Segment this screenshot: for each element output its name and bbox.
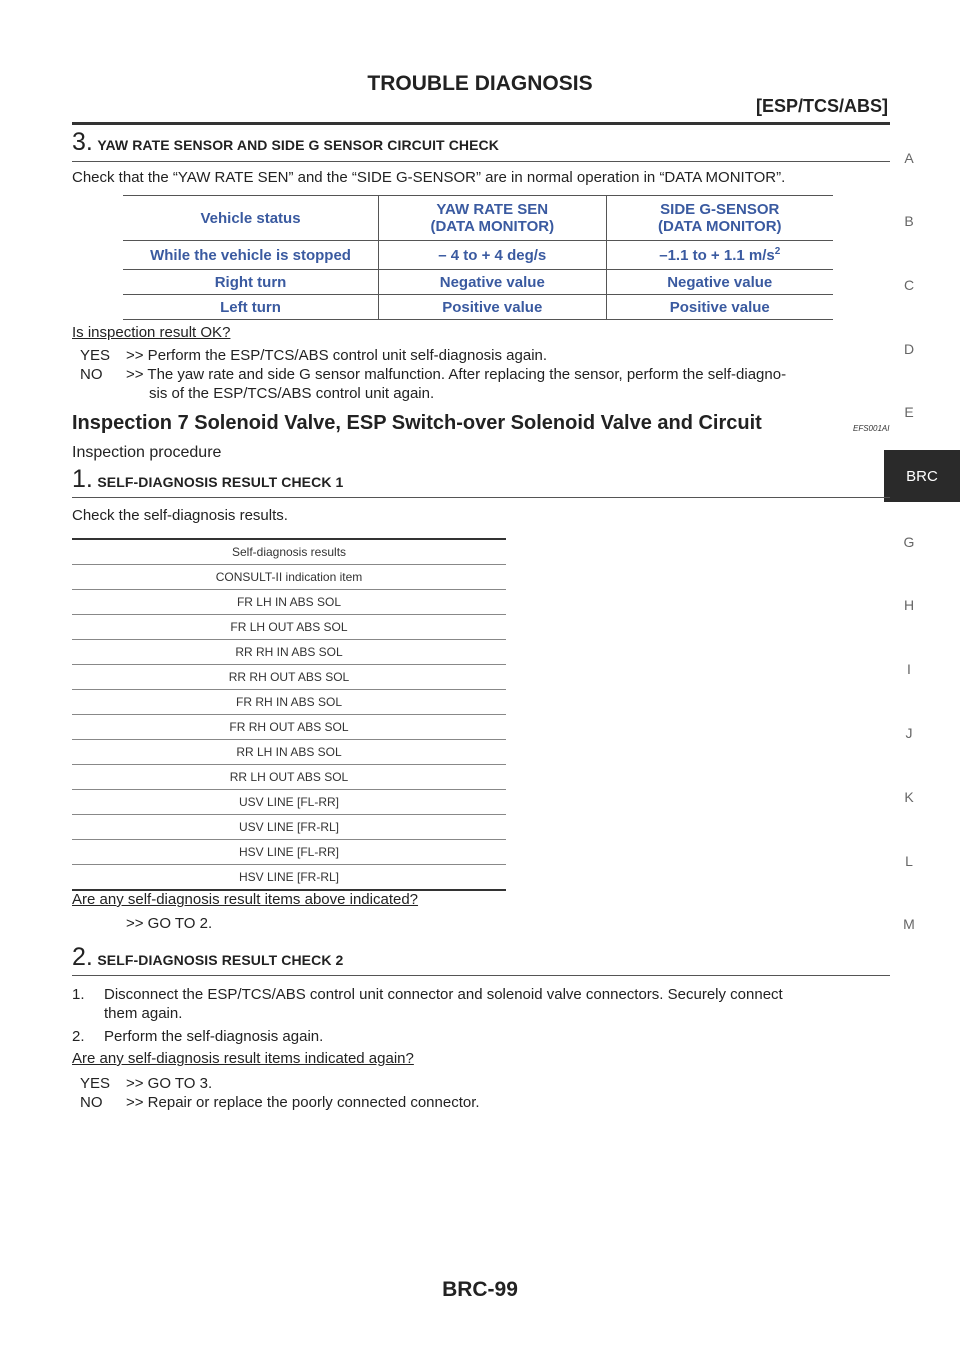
- table-row: [123, 270, 833, 295]
- table-cell: FR LH OUT ABS SOL: [72, 615, 506, 640]
- table-row: [72, 740, 506, 765]
- table-header-side-g: SIDE G-SENSOR (DATA MONITOR): [606, 196, 833, 241]
- inspection-procedure-label: Inspection procedure: [72, 444, 222, 461]
- step3-no-text-2: sis of the ESP/TCS/ABS control unit again.: [149, 385, 435, 402]
- step1-goto: >> GO TO 2.: [126, 915, 213, 932]
- step3-yes-label: YES: [80, 347, 111, 364]
- step2-item1-line2: them again.: [104, 1005, 183, 1022]
- step2-item1-number: 1.: [72, 986, 85, 1003]
- table-row: [72, 690, 506, 715]
- step1-question: Are any self-diagnosis result items above indicated?: [72, 891, 419, 908]
- step2-yes-label: YES: [80, 1075, 111, 1092]
- step3-no-text-1: >> The yaw rate and side G sensor malfunction. After replacing the sensor, perform the self-diagno-: [126, 366, 787, 383]
- table-cell: Negative value: [379, 270, 606, 295]
- step2-title: SELF-DIAGNOSIS RESULT CHECK 2: [97, 952, 344, 968]
- step3-number: 3.: [72, 128, 93, 156]
- table-row: [123, 241, 833, 270]
- step3-no-label: NO: [80, 366, 103, 383]
- table-cell: USV LINE [FR-RL]: [72, 815, 506, 840]
- sidebar-item-d[interactable]: D: [903, 341, 915, 357]
- step2-number: 2.: [72, 943, 93, 971]
- step3-divider: [72, 161, 890, 162]
- table-header-yaw-rate: YAW RATE SEN (DATA MONITOR): [379, 196, 606, 241]
- header-divider: [72, 122, 890, 125]
- step1-number: 1.: [72, 465, 93, 493]
- table-cell: While the vehicle is stopped: [123, 241, 379, 270]
- step3-question: Is inspection result OK?: [72, 324, 231, 341]
- step3-heading: [72, 128, 499, 157]
- table-cell: FR RH IN ABS SOL: [72, 690, 506, 715]
- step1-instruction: Check the self-diagnosis results.: [72, 507, 288, 524]
- table-row: [123, 295, 833, 320]
- page-subtitle: [ESP/TCS/ABS]: [755, 96, 888, 116]
- table-row: [72, 840, 506, 865]
- step1-heading: [72, 465, 343, 494]
- table-cell: – 4 to + 4 deg/s: [379, 241, 606, 270]
- table-cell: Self-diagnosis results: [72, 539, 506, 565]
- step3-instruction: Check that the “YAW RATE SEN” and the “SIDE G-SENSOR” are in normal operation in “DATA MONITOR”.: [72, 169, 786, 186]
- table-cell: Right turn: [123, 270, 379, 295]
- sidebar-item-brc-active[interactable]: BRC: [884, 450, 960, 502]
- step1-divider: [72, 497, 890, 498]
- step3-title: YAW RATE SENSOR AND SIDE G SENSOR CIRCUIT CHECK: [97, 137, 499, 153]
- step2-question: Are any self-diagnosis result items indicated again?: [72, 1050, 414, 1067]
- step1-title: SELF-DIAGNOSIS RESULT CHECK 1: [97, 474, 344, 490]
- table-row: [72, 590, 506, 615]
- yaw-sensor-table: [123, 195, 833, 320]
- step2-item2-number: 2.: [72, 1028, 85, 1045]
- page-number: BRC-99: [442, 1278, 518, 1301]
- step3-yes-text: >> Perform the ESP/TCS/ABS control unit self-diagnosis again.: [126, 347, 548, 364]
- table-cell: FR RH OUT ABS SOL: [72, 715, 506, 740]
- table-row: [72, 815, 506, 840]
- table-row: [72, 865, 506, 891]
- step2-no-label: NO: [80, 1094, 103, 1111]
- table-cell: Negative value: [606, 270, 833, 295]
- table-header-row: [72, 565, 506, 590]
- table-header-row: [72, 539, 506, 565]
- sidebar-item-l[interactable]: L: [905, 853, 913, 869]
- sidebar-item-a[interactable]: A: [904, 150, 914, 166]
- table-row: [72, 715, 506, 740]
- sidebar-item-i[interactable]: I: [907, 661, 911, 677]
- step2-yes-text: >> GO TO 3.: [126, 1075, 213, 1092]
- table-row: [72, 640, 506, 665]
- table-cell: Positive value: [606, 295, 833, 320]
- self-diagnosis-table: [72, 538, 506, 891]
- table-cell: RR RH IN ABS SOL: [72, 640, 506, 665]
- sidebar-item-k[interactable]: K: [904, 789, 914, 805]
- sidebar-item-m[interactable]: M: [903, 916, 915, 932]
- table-row: [72, 615, 506, 640]
- table-cell: HSV LINE [FL-RR]: [72, 840, 506, 865]
- step2-no-text: >> Repair or replace the poorly connected connector.: [126, 1094, 480, 1111]
- section-code: EFS001AI: [853, 424, 890, 433]
- table-cell: Left turn: [123, 295, 379, 320]
- table-header-vehicle-status: Vehicle status: [123, 196, 379, 241]
- sidebar-item-j[interactable]: J: [905, 725, 913, 741]
- table-cell: RR RH OUT ABS SOL: [72, 665, 506, 690]
- table-cell: RR LH OUT ABS SOL: [72, 765, 506, 790]
- table-row: [72, 765, 506, 790]
- sidebar-item-c[interactable]: C: [903, 277, 915, 293]
- sidebar-item-g[interactable]: G: [903, 534, 915, 550]
- table-cell: RR LH IN ABS SOL: [72, 740, 506, 765]
- table-cell: HSV LINE [FR-RL]: [72, 865, 506, 891]
- step2-heading: [72, 943, 343, 972]
- page-title: TROUBLE DIAGNOSIS: [367, 72, 593, 95]
- step2-divider: [72, 975, 890, 976]
- sidebar-item-b[interactable]: B: [904, 213, 914, 229]
- section-heading: Inspection 7 Solenoid Valve, ESP Switch-over Solenoid Valve and Circuit: [72, 412, 762, 434]
- table-cell: Positive value: [379, 295, 606, 320]
- sidebar-item-h[interactable]: H: [903, 597, 915, 613]
- table-cell: CONSULT-II indication item: [72, 565, 506, 590]
- table-row: [72, 665, 506, 690]
- table-cell: USV LINE [FL-RR]: [72, 790, 506, 815]
- step2-item1-line1: Disconnect the ESP/TCS/ABS control unit connector and solenoid valve connectors. Securely connect: [104, 986, 783, 1003]
- table-row: [72, 790, 506, 815]
- table-cell: FR LH IN ABS SOL: [72, 590, 506, 615]
- sidebar-item-e[interactable]: E: [904, 404, 914, 420]
- step2-item2: Perform the self-diagnosis again.: [104, 1028, 324, 1045]
- table-cell: –1.1 to + 1.1 $m/s^2$: [606, 241, 833, 270]
